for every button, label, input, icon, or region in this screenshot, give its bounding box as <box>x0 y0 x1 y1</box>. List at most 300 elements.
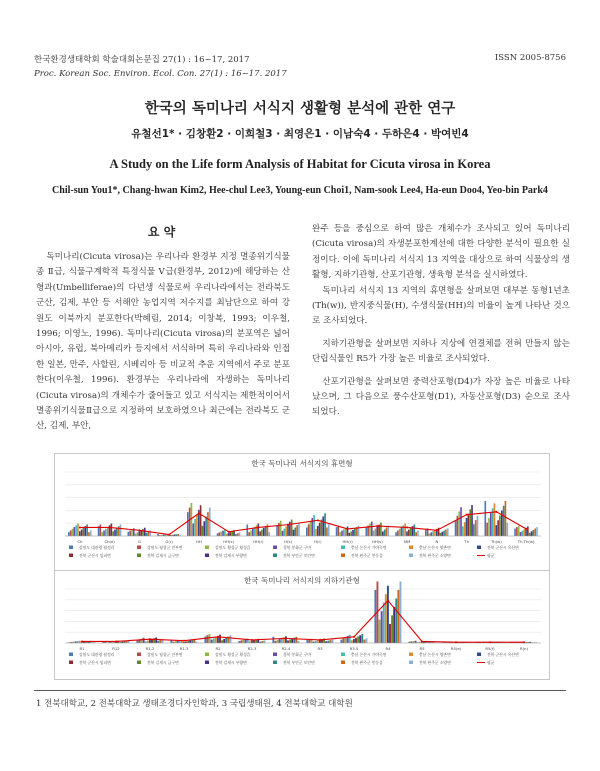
bar <box>135 533 137 536</box>
legend-label: 평균 <box>487 553 495 558</box>
legend-label: 전북 김제시 부량면 <box>215 553 247 558</box>
bar <box>365 528 367 536</box>
chart-underground-svg <box>55 571 549 679</box>
bar <box>155 637 157 643</box>
bar <box>329 640 331 643</box>
tick-label: Ch(e) <box>104 539 115 544</box>
legend-label: 강원도 평창군 진부면 <box>147 545 183 550</box>
average-point <box>217 636 219 638</box>
bar <box>359 635 361 643</box>
legend-swatch <box>205 546 209 550</box>
bar <box>529 533 531 536</box>
bar <box>224 530 226 536</box>
bar <box>328 524 330 536</box>
bar <box>308 524 310 536</box>
bar <box>358 526 360 536</box>
bar <box>220 532 222 536</box>
legend-label: 충남 논산시 가야곡면 <box>351 652 387 657</box>
bar <box>137 532 139 536</box>
bar <box>494 503 496 536</box>
bar <box>469 509 471 536</box>
bar <box>458 511 460 536</box>
bar <box>460 507 462 536</box>
tick-label: HH(r) <box>342 539 353 544</box>
bar <box>147 640 149 643</box>
bar <box>138 531 140 536</box>
bar <box>105 529 107 536</box>
legend-label: 전북 완주군 소양면 <box>419 660 451 665</box>
bar <box>200 505 202 536</box>
average-point <box>317 519 319 521</box>
bar <box>373 531 375 536</box>
average-point <box>228 531 230 533</box>
bar <box>306 527 308 536</box>
bar <box>464 522 466 536</box>
tick-label: R3-5 <box>349 646 359 651</box>
bar <box>276 525 278 536</box>
bar <box>383 603 385 643</box>
chart-title: 한국 독미나리 서식지의 지하기관형 <box>244 576 360 585</box>
average-point <box>79 526 81 528</box>
summary-heading: 요 약 <box>147 225 176 239</box>
legend-label: 충남 논산시 양촌면 <box>419 652 451 657</box>
bar <box>327 641 329 643</box>
legend-swatch <box>69 653 73 657</box>
bar <box>118 526 120 536</box>
bar <box>128 641 130 643</box>
bar <box>217 533 219 536</box>
bar <box>382 532 384 536</box>
average-point <box>489 641 491 643</box>
bar <box>213 638 215 643</box>
tick-label: R1-3 <box>179 646 189 651</box>
bar <box>189 641 191 643</box>
average-point <box>436 529 438 531</box>
bar <box>146 533 148 536</box>
bar <box>341 531 343 536</box>
average-point <box>285 637 287 639</box>
bar <box>380 523 382 536</box>
bar <box>415 532 417 536</box>
tick-label: R5 <box>419 646 425 651</box>
legend-label: 경북 봉화군 구마 <box>283 652 312 657</box>
bar <box>495 525 497 536</box>
legend-swatch <box>137 653 141 657</box>
bar <box>534 529 536 536</box>
legend-swatch <box>205 554 209 558</box>
bar <box>401 527 403 536</box>
bar <box>366 638 368 643</box>
tick-label: N <box>435 539 439 544</box>
bar <box>374 590 376 643</box>
bar <box>289 640 291 643</box>
bar <box>240 640 242 643</box>
bar <box>326 527 328 536</box>
legend-swatch <box>477 546 481 550</box>
legend-label: 전북 군산시 옥산면 <box>487 545 519 550</box>
bar <box>177 641 179 643</box>
average-point <box>149 638 151 640</box>
chart-dormancy-svg <box>55 454 549 574</box>
bar <box>196 514 198 536</box>
bar <box>88 532 90 536</box>
bar <box>369 524 371 536</box>
bar <box>315 529 317 536</box>
bar <box>410 528 412 536</box>
chart-underground <box>54 570 550 680</box>
bar <box>338 526 340 536</box>
bar <box>440 533 442 536</box>
bar <box>101 532 103 536</box>
bar <box>347 526 349 536</box>
legend-swatch <box>273 554 277 558</box>
bar <box>536 527 538 536</box>
bar <box>237 533 239 536</box>
legend-label: 전북 군산시 옥산면 <box>487 652 519 657</box>
bar <box>350 531 352 536</box>
bar <box>429 533 431 536</box>
legend-swatch <box>273 653 277 657</box>
bar <box>361 634 363 643</box>
bar <box>293 530 295 536</box>
bar <box>441 532 443 536</box>
legend-label: 충남 논산시 가야곡면 <box>351 545 387 550</box>
bar <box>518 526 520 536</box>
bar <box>203 521 205 536</box>
tick-label: R3 <box>317 646 323 651</box>
bar <box>194 519 196 536</box>
bar <box>226 534 228 536</box>
legend-label: 전북 김제시 금구면 <box>147 553 179 558</box>
bar <box>488 518 490 536</box>
bar <box>205 517 207 536</box>
bar <box>284 529 286 536</box>
tick-label: Th <box>464 539 469 544</box>
average-point <box>109 526 111 528</box>
bar <box>322 516 324 536</box>
tick-label: HH <box>196 539 202 544</box>
bar <box>239 532 241 536</box>
bar <box>127 532 129 536</box>
bar <box>455 520 457 536</box>
legend-swatch <box>341 661 345 665</box>
bar <box>417 530 419 536</box>
tick-label: R4 <box>385 646 391 651</box>
bar <box>73 527 75 536</box>
legend-label: 전북 완주군 소양면 <box>419 553 451 558</box>
bar <box>447 528 449 536</box>
bar <box>471 505 473 536</box>
tick-label: R2-3 <box>247 646 257 651</box>
bar <box>406 531 408 536</box>
bar <box>280 521 282 536</box>
bar <box>342 638 344 643</box>
bar <box>111 524 113 536</box>
bar <box>252 529 254 536</box>
bar <box>497 520 499 536</box>
bar <box>375 529 377 536</box>
bar <box>75 525 77 536</box>
legend-label: 전북 부안군 보안면 <box>283 660 315 665</box>
bar <box>384 530 386 536</box>
bar <box>187 512 189 536</box>
legend-swatch <box>273 546 277 550</box>
average-point <box>251 639 253 641</box>
paragraph: 완주 등을 중심으로 하여 많은 개체수가 조사되고 있어 독미나리(Cicuta virosa)의 자생분포한계선에 대한 다양한 분석이 필요한 실정이다. 이에 독미나리 서식지 13 지역을 대상으로 하여 식물상의 생활형, 지하기관형, 산포기관형, 생육형 분석을 실시하였다. <box>312 224 570 281</box>
bar <box>223 639 225 643</box>
average-point <box>406 526 408 528</box>
bar <box>103 530 105 536</box>
average-point <box>387 600 389 602</box>
bar <box>352 530 354 536</box>
legend-swatch <box>477 653 481 657</box>
bar <box>516 527 518 536</box>
average-point <box>466 514 468 516</box>
legend-label: 전북 김제시 부량면 <box>215 660 247 665</box>
bar <box>107 527 109 536</box>
bar <box>336 527 338 536</box>
bar <box>295 637 297 643</box>
bar <box>296 525 298 536</box>
bar <box>287 640 289 643</box>
bar <box>332 639 334 643</box>
bar <box>376 527 378 536</box>
bar <box>462 526 464 536</box>
bar <box>129 531 131 536</box>
bar <box>100 524 102 536</box>
legend-label: 전북 부안군 보안면 <box>283 553 315 558</box>
bar <box>157 534 159 536</box>
average-point <box>421 640 423 642</box>
bar <box>221 640 223 643</box>
bar <box>207 512 209 536</box>
bar <box>310 521 312 536</box>
bar <box>486 523 488 536</box>
bar <box>353 639 355 643</box>
journal-name-en: Proc. Korean Soc. Environ. Ecol. Con. 27(1) : 16~17. 2017 <box>34 69 287 79</box>
bar <box>68 532 70 536</box>
tick-label: HH(s) <box>372 539 383 544</box>
legend-label: 강원도 횡성군 횡성읍 <box>215 652 251 657</box>
legend-swatch <box>409 661 413 665</box>
bar <box>291 639 293 643</box>
issn: ISSN 2005-8756 <box>494 53 566 63</box>
average-point <box>138 529 140 531</box>
bar <box>354 529 356 536</box>
legend-swatch <box>69 661 73 665</box>
tick-label: MM <box>403 539 411 544</box>
bar <box>215 637 217 643</box>
tick-label: HH(s) <box>223 539 234 544</box>
bar <box>90 530 92 536</box>
bar <box>399 529 401 536</box>
legend-swatch <box>341 546 345 550</box>
bar <box>363 640 365 643</box>
bar <box>379 620 381 643</box>
bar <box>499 515 501 536</box>
bar <box>263 528 265 536</box>
bar <box>120 524 122 536</box>
bar <box>253 640 255 643</box>
legend-label: 충남 논산시 양촌면 <box>419 545 451 550</box>
bar <box>159 640 161 643</box>
legend-swatch <box>341 554 345 558</box>
bar <box>261 641 263 643</box>
bar <box>506 523 508 536</box>
bar <box>400 581 402 643</box>
bar <box>70 530 72 536</box>
bar <box>291 520 293 536</box>
bar <box>278 523 280 536</box>
bar <box>264 640 266 643</box>
bar <box>256 525 258 536</box>
legend-label: 강원도 횡성군 횡성읍 <box>215 545 251 550</box>
bar <box>250 530 252 536</box>
average-point <box>198 512 200 514</box>
legend-label: 전북 군산시 임피면 <box>79 660 111 665</box>
bar <box>248 532 250 536</box>
legend-swatch <box>137 546 141 550</box>
bar <box>381 611 383 643</box>
bar <box>414 524 416 536</box>
average-point <box>287 524 289 526</box>
average-point <box>353 636 355 638</box>
bar <box>225 638 227 643</box>
average-point <box>168 534 170 536</box>
average-point <box>455 641 457 643</box>
bar <box>222 531 224 536</box>
bar <box>238 641 240 643</box>
bar <box>313 515 315 536</box>
title-english: A Study on the Life form Analysis of Habitat for Cicuta virosa in Korea <box>109 157 491 171</box>
bar <box>192 523 194 536</box>
bar <box>387 586 389 643</box>
bar <box>114 530 116 536</box>
bar <box>475 520 477 536</box>
legend-swatch <box>69 546 73 550</box>
bar <box>397 530 399 536</box>
bar <box>204 637 206 643</box>
bar <box>77 524 79 536</box>
legend-label: 강원도 대관령 월정리 <box>79 652 115 657</box>
footnote-divider <box>34 690 566 691</box>
bar <box>202 526 204 536</box>
legend-label: 강원도 대관령 월정리 <box>79 545 115 550</box>
average-point <box>495 511 497 513</box>
bar <box>157 641 159 643</box>
journal-name-ko: 한국환경생태학회 학술대회논문집 27(1) : 16~17, 2017 <box>34 55 250 65</box>
tick-label: G <box>137 539 141 544</box>
legend-swatch <box>409 554 413 558</box>
paragraph: 산포기관형을 살펴보면 중력산포형(D4)가 자장 높은 비율로 나타났으며, 그 다음으로 풍수산포형(D1), 자동산포형(D3) 순으로 조사되었다. <box>312 376 570 418</box>
tick-label: Ch <box>77 539 83 544</box>
legend-swatch <box>205 661 209 665</box>
legend-label: 전북 군산시 임피면 <box>79 553 111 558</box>
bar <box>287 524 289 536</box>
bar <box>209 508 211 536</box>
average-point <box>81 640 83 642</box>
bar <box>395 532 397 536</box>
bar <box>434 530 436 536</box>
bar <box>246 524 248 536</box>
bar <box>265 526 267 536</box>
bar <box>112 531 114 536</box>
bar <box>445 529 447 536</box>
journal-header <box>34 53 287 81</box>
bar <box>274 641 276 643</box>
bar <box>343 529 345 536</box>
average-point <box>257 526 259 528</box>
paragraph: 독미나리(Cicuta virosa)는 우리나라 환경부 지정 멸종위기식물종 Ⅱ급, 식물구계학적 특정식물 Ⅴ급(환경부, 2012)에 해당하는 산형과(Umbelliferae)의 다년생 식물로써 우리나라에서는 전라북도 군산, 김제, 부안 등 서해안 농업지역 저수지를 최남단으로 하여 강원도 이북까지 분포한다(박혜림, 2014; 이창복, 1993; 이우철, 1996; 이영노, 1996). 독미나리(Cicuta virosa)의 분포역은 넓어 아시아, 유럽, 북아메리카 등지에서 서식하며 특히 우리나라와 인접한 일본, 만주, 사할린, 시베리아 등 비교적 추운 지역에서 주로 분포한다(이우철, 1996). 환경부는 우리나라에 자생하는 독미나리(Cicuta virosa)의 개체수가 줄어들고 있고 서식지는 제한적이어서 멸종위기식물Ⅱ급으로 지정하여 보호하였으나 최근에는 전라북도 군산, 김제, 부안, <box>36 252 290 432</box>
average-point <box>183 640 185 642</box>
bar <box>298 523 300 536</box>
bar <box>259 531 261 536</box>
tick-label: H(r) <box>314 539 322 544</box>
bar <box>230 635 232 643</box>
legend-swatch <box>273 661 277 665</box>
tick-label: R1 <box>79 646 85 651</box>
bar <box>272 637 274 643</box>
bar <box>319 523 321 536</box>
bar <box>523 529 525 536</box>
legend-label: 전북 완주군 봉동읍 <box>351 660 383 665</box>
authors-english: Chil-sun You1*, Chang-hwan Kim2, Hee-chul Lee3, Young-eun Choi1, Nam-sook Lee4, Ha-eun Doo4, Yeo-bin Park4 <box>52 185 548 196</box>
right-column <box>312 222 570 421</box>
bar <box>533 530 535 536</box>
paragraph: 독미나리 서식지 13 지역의 휴면형을 살펴보면 대부분 동형1년초(Th(w)), 반지중식물(H), 수생식물(HH)의 비율이 높게 나타난 것으로 조사되었다. <box>312 285 570 327</box>
bar <box>357 637 359 643</box>
chart-title: 한국 독미나리 서식지의 휴면형 <box>251 459 353 468</box>
footnote: 1 전북대학교, 2 전북대학교 생태조경디자인학과, 3 국립생태원, 4 전북대학교 대학원 <box>36 699 353 709</box>
bar <box>144 528 146 536</box>
bar <box>397 590 399 643</box>
bar <box>257 524 259 536</box>
bar <box>142 529 144 536</box>
legend-swatch <box>69 554 73 558</box>
legend-swatch <box>409 653 413 657</box>
average-point <box>523 641 525 643</box>
tick-label: Th,Th(w) <box>517 539 535 544</box>
bar <box>391 615 393 643</box>
bar <box>219 532 221 536</box>
bar <box>393 607 395 643</box>
bar <box>148 532 150 536</box>
bar <box>72 529 74 536</box>
bar <box>531 531 533 536</box>
tick-label: R2-4 <box>281 646 291 651</box>
bar <box>432 531 434 536</box>
bar <box>306 640 308 643</box>
bar <box>340 640 342 643</box>
bar <box>386 528 388 536</box>
bar <box>211 640 213 643</box>
bar <box>408 530 410 536</box>
chart-dormancy <box>54 453 550 575</box>
bar <box>177 534 179 536</box>
bar <box>251 641 253 643</box>
bar <box>81 530 83 536</box>
bar <box>298 641 300 643</box>
bar <box>490 513 492 536</box>
bar <box>206 635 208 643</box>
bar <box>505 501 507 536</box>
bar <box>351 640 353 643</box>
bar <box>425 529 427 536</box>
bar <box>282 531 284 536</box>
bar <box>285 526 287 536</box>
bar <box>527 526 529 536</box>
bar <box>514 529 516 536</box>
